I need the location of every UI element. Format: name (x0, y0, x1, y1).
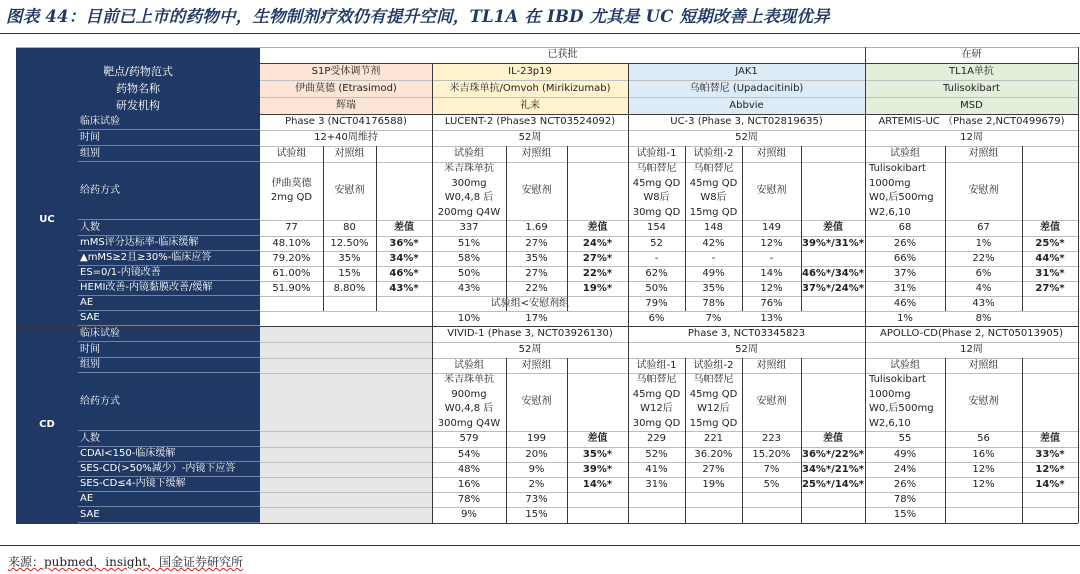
difference-value: 34%* (389, 252, 419, 264)
drug-name: Tulisokibart (865, 80, 1078, 97)
patient-count: 229 (646, 433, 667, 444)
patient-count: 148 (703, 222, 724, 233)
dosing-regimen: 伊曲莫德 2mg QD (270, 177, 313, 203)
drug-target: IL-23p19 (432, 63, 628, 80)
patient-count: 199 (526, 433, 547, 444)
endpoint-value: 35% (525, 252, 548, 264)
grid-line (742, 358, 743, 523)
grid-line (260, 296, 1078, 297)
difference-value: 44%* (1035, 252, 1065, 264)
grid-line (865, 63, 866, 523)
ae-value: 78% (702, 297, 725, 309)
ae-value: 73% (525, 493, 548, 505)
endpoint-value: 26% (893, 237, 917, 249)
arm-label: 试验组 (454, 148, 484, 159)
endpoint-value: 2% (528, 478, 545, 490)
grid-line (260, 492, 1078, 493)
ae-value: 78% (457, 493, 481, 505)
ae-value: 79% (645, 297, 668, 309)
trial-name: ARTEMIS-UC （Phase 2,NCT0499679) (878, 116, 1065, 127)
difference-value: 36%* (389, 237, 419, 249)
endpoint-value: 9% (528, 463, 545, 475)
endpoint-value: 49% (702, 267, 725, 279)
empty-cell (260, 326, 432, 523)
group-label-uc: UC (16, 114, 78, 326)
endpoint-value: 22% (525, 282, 548, 294)
trial-duration: 12周 (960, 344, 983, 355)
row-label: 时间 (78, 342, 260, 358)
grid-line (376, 146, 377, 311)
difference-value: 46%*/34%* (802, 267, 864, 279)
dosing-regimen: 乌帕替尼 45mg QD W12后 30mg QD (632, 374, 681, 429)
dosing-regimen: 米吉珠单抗 900mg W0,4,8 后 300mg Q4W (437, 374, 501, 429)
patient-count: 77 (285, 222, 298, 233)
difference-value: 46%* (389, 267, 419, 279)
dosing-regimen: 乌帕替尼 45mg QD W12后 15mg QD (689, 374, 738, 429)
grid-line (260, 220, 1078, 221)
grid-line (945, 358, 946, 523)
patient-count: 差值 (823, 433, 843, 444)
dosing-regimen (567, 373, 628, 431)
grid-line (945, 146, 946, 311)
endpoint-value: - (654, 252, 659, 264)
endpoint-value: 31% (893, 282, 917, 294)
arm-label (1022, 146, 1078, 162)
sae-value: 1% (897, 312, 913, 324)
header-row-label: 药物名称 (16, 80, 260, 97)
row-label: HEMI改善-内镜黏膜改善/缓解 (78, 281, 260, 296)
patient-count: 55 (898, 433, 912, 444)
dosing-regimen (567, 162, 628, 220)
endpoint-value: 15.20% (752, 448, 791, 460)
endpoint-value: 5% (763, 478, 780, 490)
group-label-cd: CD (16, 326, 78, 523)
ae-value: 78% (893, 493, 917, 505)
drug-name: 伊曲莫德 (Etrasimod) (260, 80, 432, 97)
arm-label: 对照组 (334, 148, 365, 159)
endpoint-value: 35% (338, 252, 361, 264)
drug-target: S1P受体调节剂 (260, 63, 432, 80)
row-label: 给药方式 (78, 373, 260, 431)
drug-org: Abbvie (628, 97, 865, 114)
dosing-regimen (1022, 162, 1078, 220)
endpoint-value: 12% (760, 282, 783, 294)
drug-target: TL1A单抗 (865, 63, 1078, 80)
arm-label: 对照组 (756, 148, 787, 159)
endpoint-value: 49% (893, 448, 917, 460)
difference-value: 27%* (582, 252, 613, 264)
patient-count: 221 (703, 433, 724, 444)
patient-count: 68 (898, 222, 912, 233)
arm-label (376, 146, 432, 162)
endpoint-value: - (769, 252, 774, 264)
trial-name: Phase 3 (NCT04176588) (285, 116, 407, 127)
endpoint-value: 14% (760, 267, 783, 279)
row-label: SAE (78, 311, 260, 326)
page-title: 图表 44：目前已上市的药物中，生物制剂疗效仍有提升空间，TL1A 在 IBD 尤其是 UC 短期改善上表现优异 (6, 7, 830, 26)
endpoint-value: 20% (525, 448, 548, 460)
header-row-label: 靶点/药物范式 (16, 63, 260, 80)
difference-value: 14%* (1035, 478, 1065, 490)
grid-line (260, 236, 1078, 237)
endpoint-value: 4% (975, 282, 992, 294)
grid-line (260, 266, 1078, 267)
difference-value (801, 251, 865, 266)
trial-duration: 52周 (518, 344, 542, 355)
difference-value: 34%*/21%* (802, 463, 864, 475)
dosing-regimen: Tulisokibart 1000mg W0,后500mg W2,6,10 (869, 163, 934, 218)
endpoint-value: 7% (763, 463, 780, 475)
grid-line (260, 281, 1078, 282)
endpoint-value: 8.80% (333, 282, 366, 294)
endpoint-value: 16% (457, 478, 481, 490)
endpoint-value: 19% (702, 478, 725, 490)
arm-label (801, 146, 865, 162)
trial-duration: 12+40周维持 (314, 132, 378, 143)
source-note (8, 553, 243, 570)
ae-value: 试验组<安慰剂组 (490, 297, 570, 309)
endpoint-value: 35% (702, 282, 725, 294)
grid-line (16, 523, 1078, 524)
arm-label: 对照组 (968, 148, 999, 159)
in-development-header: 在研 (961, 49, 982, 60)
difference-value: 14%* (582, 478, 613, 490)
endpoint-value: 48% (457, 463, 481, 475)
drug-name: 米吉珠单抗/Omvoh (Mirikizumab) (432, 80, 628, 97)
difference-value: 39%*/31%* (802, 237, 864, 249)
trial-name: VIVID-1 (Phase 3, NCT03926130) (447, 328, 613, 339)
difference-value: 27%* (1035, 282, 1065, 294)
trial-name: UC-3 (Phase 3, NCT02819635) (670, 116, 823, 127)
arm-label: 试验组 (276, 148, 307, 159)
patient-count: 579 (459, 433, 479, 444)
dosing-regimen: 安慰剂 (521, 184, 552, 196)
ae-value: 43% (972, 297, 995, 309)
grid-line (1022, 146, 1023, 311)
row-label: CDAI<150-临床缓解 (78, 447, 260, 462)
arm-label: 试验组 (454, 359, 484, 371)
arm-label: 试验组 (890, 148, 920, 159)
sae-value: 10% (457, 312, 481, 324)
row-label: AE (78, 296, 260, 311)
patient-count: 差值 (587, 433, 608, 444)
arm-label: 对照组 (968, 359, 999, 371)
grid-line (260, 447, 1078, 448)
dosing-regimen (1022, 373, 1078, 431)
grid-line (260, 162, 1078, 163)
row-label: 人数 (78, 431, 260, 447)
patient-count: 149 (761, 222, 782, 233)
grid-line (260, 431, 1078, 432)
sae-value: 7% (705, 312, 722, 324)
grid-line (260, 373, 1078, 374)
grid-line (628, 63, 629, 523)
endpoint-value: 51.90% (272, 282, 311, 294)
row-label: AE (78, 492, 260, 507)
dosing-regimen: 安慰剂 (968, 184, 999, 196)
sae-value: 15% (525, 509, 548, 520)
arm-label: 试验组-2 (693, 359, 734, 371)
difference-value: 33%* (1035, 448, 1065, 460)
trial-name: Phase 3, NCT03345823 (687, 328, 806, 339)
endpoint-value: 24% (893, 463, 917, 475)
difference-value: 31%* (1035, 267, 1065, 279)
header-row-label: 研发机构 (16, 97, 260, 114)
arm-label: 对照组 (521, 148, 552, 159)
grid-line (16, 47, 1078, 48)
header-corner (16, 47, 260, 63)
difference-value: 24%* (582, 237, 613, 249)
dosing-regimen: 安慰剂 (968, 395, 999, 407)
arm-label (801, 358, 865, 373)
drug-name: 乌帕替尼 (Upadacitinib) (628, 80, 865, 97)
endpoint-value: 50% (457, 267, 481, 279)
trial-duration: 52周 (735, 132, 758, 143)
dosing-regimen: 安慰剂 (521, 395, 552, 407)
grid-line (742, 146, 743, 311)
endpoint-value: 1% (975, 237, 992, 249)
endpoint-value: - (711, 252, 716, 264)
row-label: mMS评分达标率-临床缓解 (78, 236, 260, 251)
grid-line (567, 146, 568, 311)
grid-line (685, 146, 686, 311)
endpoint-value: 27% (525, 267, 548, 279)
grid-line (260, 80, 1078, 81)
difference-value: 36%*/22%* (802, 448, 864, 460)
patient-count: 337 (459, 222, 479, 233)
grid-line (685, 358, 686, 523)
endpoint-value: 41% (645, 463, 668, 475)
sae-value: 8% (975, 312, 992, 324)
patient-count: 差值 (394, 222, 414, 233)
endpoint-value: 16% (972, 448, 995, 460)
endpoint-value: 12% (760, 237, 783, 249)
grid-line (260, 97, 1078, 98)
grid-line (260, 477, 1078, 478)
endpoint-value: 12% (972, 463, 995, 475)
arm-label (1022, 358, 1078, 373)
grid-line (1078, 47, 1079, 523)
dosing-regimen: 安慰剂 (756, 395, 787, 407)
sae-value: 9% (461, 509, 477, 520)
grid-line (432, 63, 433, 523)
dosing-regimen: Tulisokibart 1000mg W0,后500mg W2,6,10 (869, 374, 934, 429)
sae-value: 13% (760, 312, 783, 324)
endpoint-value: 27% (525, 237, 548, 249)
dosing-regimen: 米吉珠单抗 300mg W0,4,8 后 200mg Q4W (437, 163, 501, 218)
patient-count: 80 (343, 222, 356, 233)
grid-line (801, 146, 802, 311)
arm-label: 试验组 (890, 359, 920, 371)
patient-count: 差值 (587, 222, 608, 233)
trial-duration: 12周 (960, 132, 983, 143)
grid-line (801, 358, 802, 523)
row-label: ▲mMS≥2且≥30%-临床应答 (78, 251, 260, 266)
dosing-regimen: 安慰剂 (334, 184, 365, 196)
ae-value: 76% (760, 297, 783, 309)
dosing-regimen: 乌帕替尼 45mg QD W8后 15mg QD (689, 163, 738, 218)
patient-count: 223 (761, 433, 782, 444)
endpoint-value: 15% (338, 267, 361, 279)
drug-org: 礼来 (432, 97, 628, 114)
dosing-regimen: 乌帕替尼 45mg QD W8后 30mg QD (632, 163, 681, 218)
arm-label: 试验组-1 (636, 148, 677, 159)
difference-value: 25%* (1035, 237, 1065, 249)
difference-value: 19%* (582, 282, 613, 294)
sae-value: 17% (525, 312, 548, 324)
endpoint-value: 66% (893, 252, 917, 264)
grid-line (506, 358, 507, 523)
dosing-regimen (801, 373, 865, 431)
patient-count: 差值 (1040, 433, 1060, 444)
row-label: 组别 (78, 146, 260, 162)
endpoint-value: 51% (457, 237, 481, 249)
arm-label (567, 146, 628, 162)
patient-count: 154 (646, 222, 667, 233)
endpoint-value: 58% (457, 252, 481, 264)
endpoint-value: 79.20% (272, 252, 311, 264)
grid-line (260, 146, 1078, 147)
patient-count: 67 (977, 222, 990, 233)
endpoint-value: 48.10% (272, 237, 311, 249)
sae-value: 6% (648, 312, 665, 324)
grid-line (567, 358, 568, 523)
approved-header: 已获批 (547, 49, 578, 60)
row-label: 临床试验 (78, 326, 260, 342)
drug-org: MSD (865, 97, 1078, 114)
grid-line (260, 130, 1078, 131)
difference-value: 35%* (582, 448, 613, 460)
endpoint-value: 62% (645, 267, 668, 279)
dosing-regimen (376, 162, 432, 220)
patient-count: 1.69 (525, 222, 548, 233)
grid-line (260, 342, 1078, 343)
arm-label: 试验组-1 (636, 359, 677, 371)
difference-value: 39%* (582, 463, 613, 475)
grid-line (260, 507, 1078, 508)
endpoint-value: 54% (457, 448, 481, 460)
endpoint-value: 27% (702, 463, 725, 475)
grid-line (506, 146, 507, 311)
row-label: 人数 (78, 220, 260, 236)
grid-line (260, 462, 1078, 463)
grid-line (16, 326, 1078, 327)
difference-value: 22%* (582, 267, 613, 279)
patient-count: 56 (977, 433, 990, 444)
endpoint-value: 52 (650, 237, 663, 249)
arm-label: 对照组 (521, 359, 552, 371)
ae-value: 46% (893, 297, 917, 309)
difference-value: 12%* (1035, 463, 1065, 475)
grid-line (260, 311, 1078, 312)
patient-count: 差值 (1040, 222, 1060, 233)
grid-line (1022, 358, 1023, 523)
dosing-regimen (801, 162, 865, 220)
endpoint-value: 22% (972, 252, 995, 264)
endpoint-value: 31% (645, 478, 668, 490)
arm-label (567, 358, 628, 373)
difference-value: 43%* (389, 282, 419, 294)
grid-line (323, 146, 324, 311)
endpoint-value: 50% (645, 282, 668, 294)
row-label: ES=0/1-内镜改善 (78, 266, 260, 281)
grid-line (260, 114, 1078, 115)
endpoint-value: 36.20% (694, 448, 733, 460)
drug-target: JAK1 (628, 63, 865, 80)
drug-org: 辉瑞 (260, 97, 432, 114)
endpoint-value: 6% (975, 267, 992, 279)
endpoint-value: 12% (972, 478, 995, 490)
arm-label: 试验组-2 (693, 148, 734, 159)
grid-line (865, 47, 866, 63)
arm-label: 对照组 (756, 359, 787, 371)
grid-line (260, 63, 1078, 64)
endpoint-value: 26% (893, 478, 917, 490)
row-label: 给药方式 (78, 162, 260, 220)
row-label: 组别 (78, 358, 260, 373)
row-label: SAE (78, 507, 260, 523)
difference-value: 37%*/24%* (802, 282, 864, 294)
footer-rule (0, 545, 1080, 546)
row-label: SES-CD(>50%减少）-内镜下应答 (78, 462, 260, 477)
grid-line (260, 358, 1078, 359)
trial-duration: 52周 (518, 132, 542, 143)
trial-duration: 52周 (735, 344, 758, 355)
source-text: 来源：pubmed，insight，国金证券研究所 (8, 555, 244, 569)
difference-value: 25%*/14%* (802, 478, 864, 490)
trial-name: APOLLO-CD(Phase 2, NCT05013905) (880, 328, 1063, 339)
endpoint-value: 61.00% (272, 267, 311, 279)
endpoint-value: 42% (702, 237, 725, 249)
endpoint-value: 12.50% (330, 237, 369, 249)
endpoint-value: 43% (457, 282, 481, 294)
row-label: SES-CD≤4-内镜下缓解 (78, 477, 260, 492)
row-label: 临床试验 (78, 114, 260, 130)
trial-name: LUCENT-2 (Phase3 NCT03524092) (444, 116, 616, 127)
endpoint-value: 37% (893, 267, 917, 279)
grid-line (260, 251, 1078, 252)
dosing-regimen: 安慰剂 (756, 184, 787, 196)
sae-value: 15% (893, 509, 917, 520)
endpoint-value: 52% (645, 448, 668, 460)
row-label: 时间 (78, 130, 260, 146)
patient-count: 差值 (823, 222, 843, 233)
